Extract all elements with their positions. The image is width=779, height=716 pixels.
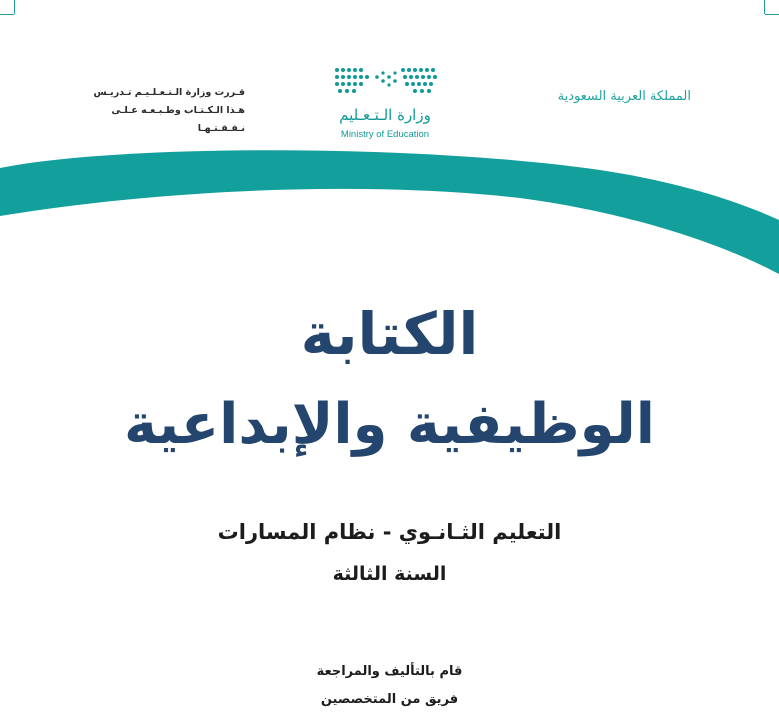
- crop-mark-top-left-v: [14, 0, 15, 14]
- decree-text: [80, 84, 245, 138]
- decree-line-1: قـررت وزارة الـتـعـلـيـم تـدريـس: [93, 87, 245, 98]
- ministry-logo: [325, 62, 445, 144]
- crop-mark-top-right-h: [765, 14, 779, 15]
- teal-swoosh-band: [0, 150, 779, 280]
- education-level: التعليم الثـانـوي - نظام المسارات: [217, 520, 562, 544]
- book-title-line-1: الكتابة: [300, 300, 479, 368]
- credits-line-2: فريق من المتخصصين: [320, 692, 459, 707]
- crop-mark-top-right-v: [764, 0, 765, 14]
- ministry-name-arabic: وزارة الـتـعـليم: [339, 106, 431, 124]
- decree-line-2: هـذا الـكـتـاب وطـبـعـه عـلـى نـفـقـتـهـا: [111, 105, 245, 134]
- crop-mark-top-left-h: [0, 14, 14, 15]
- band-shape: [0, 150, 779, 274]
- book-title-line-2: الوظيفية والإبداعية: [124, 392, 655, 457]
- credits-line-1: قام بالتأليف والمراجعة: [316, 664, 463, 679]
- ministry-name-english: Ministry of Education: [340, 129, 430, 140]
- ministry-logo-dots-icon: [325, 62, 445, 104]
- kingdom-name: المملكة العربية السعودية: [557, 89, 691, 104]
- school-year: السنة الثالثة: [332, 563, 447, 585]
